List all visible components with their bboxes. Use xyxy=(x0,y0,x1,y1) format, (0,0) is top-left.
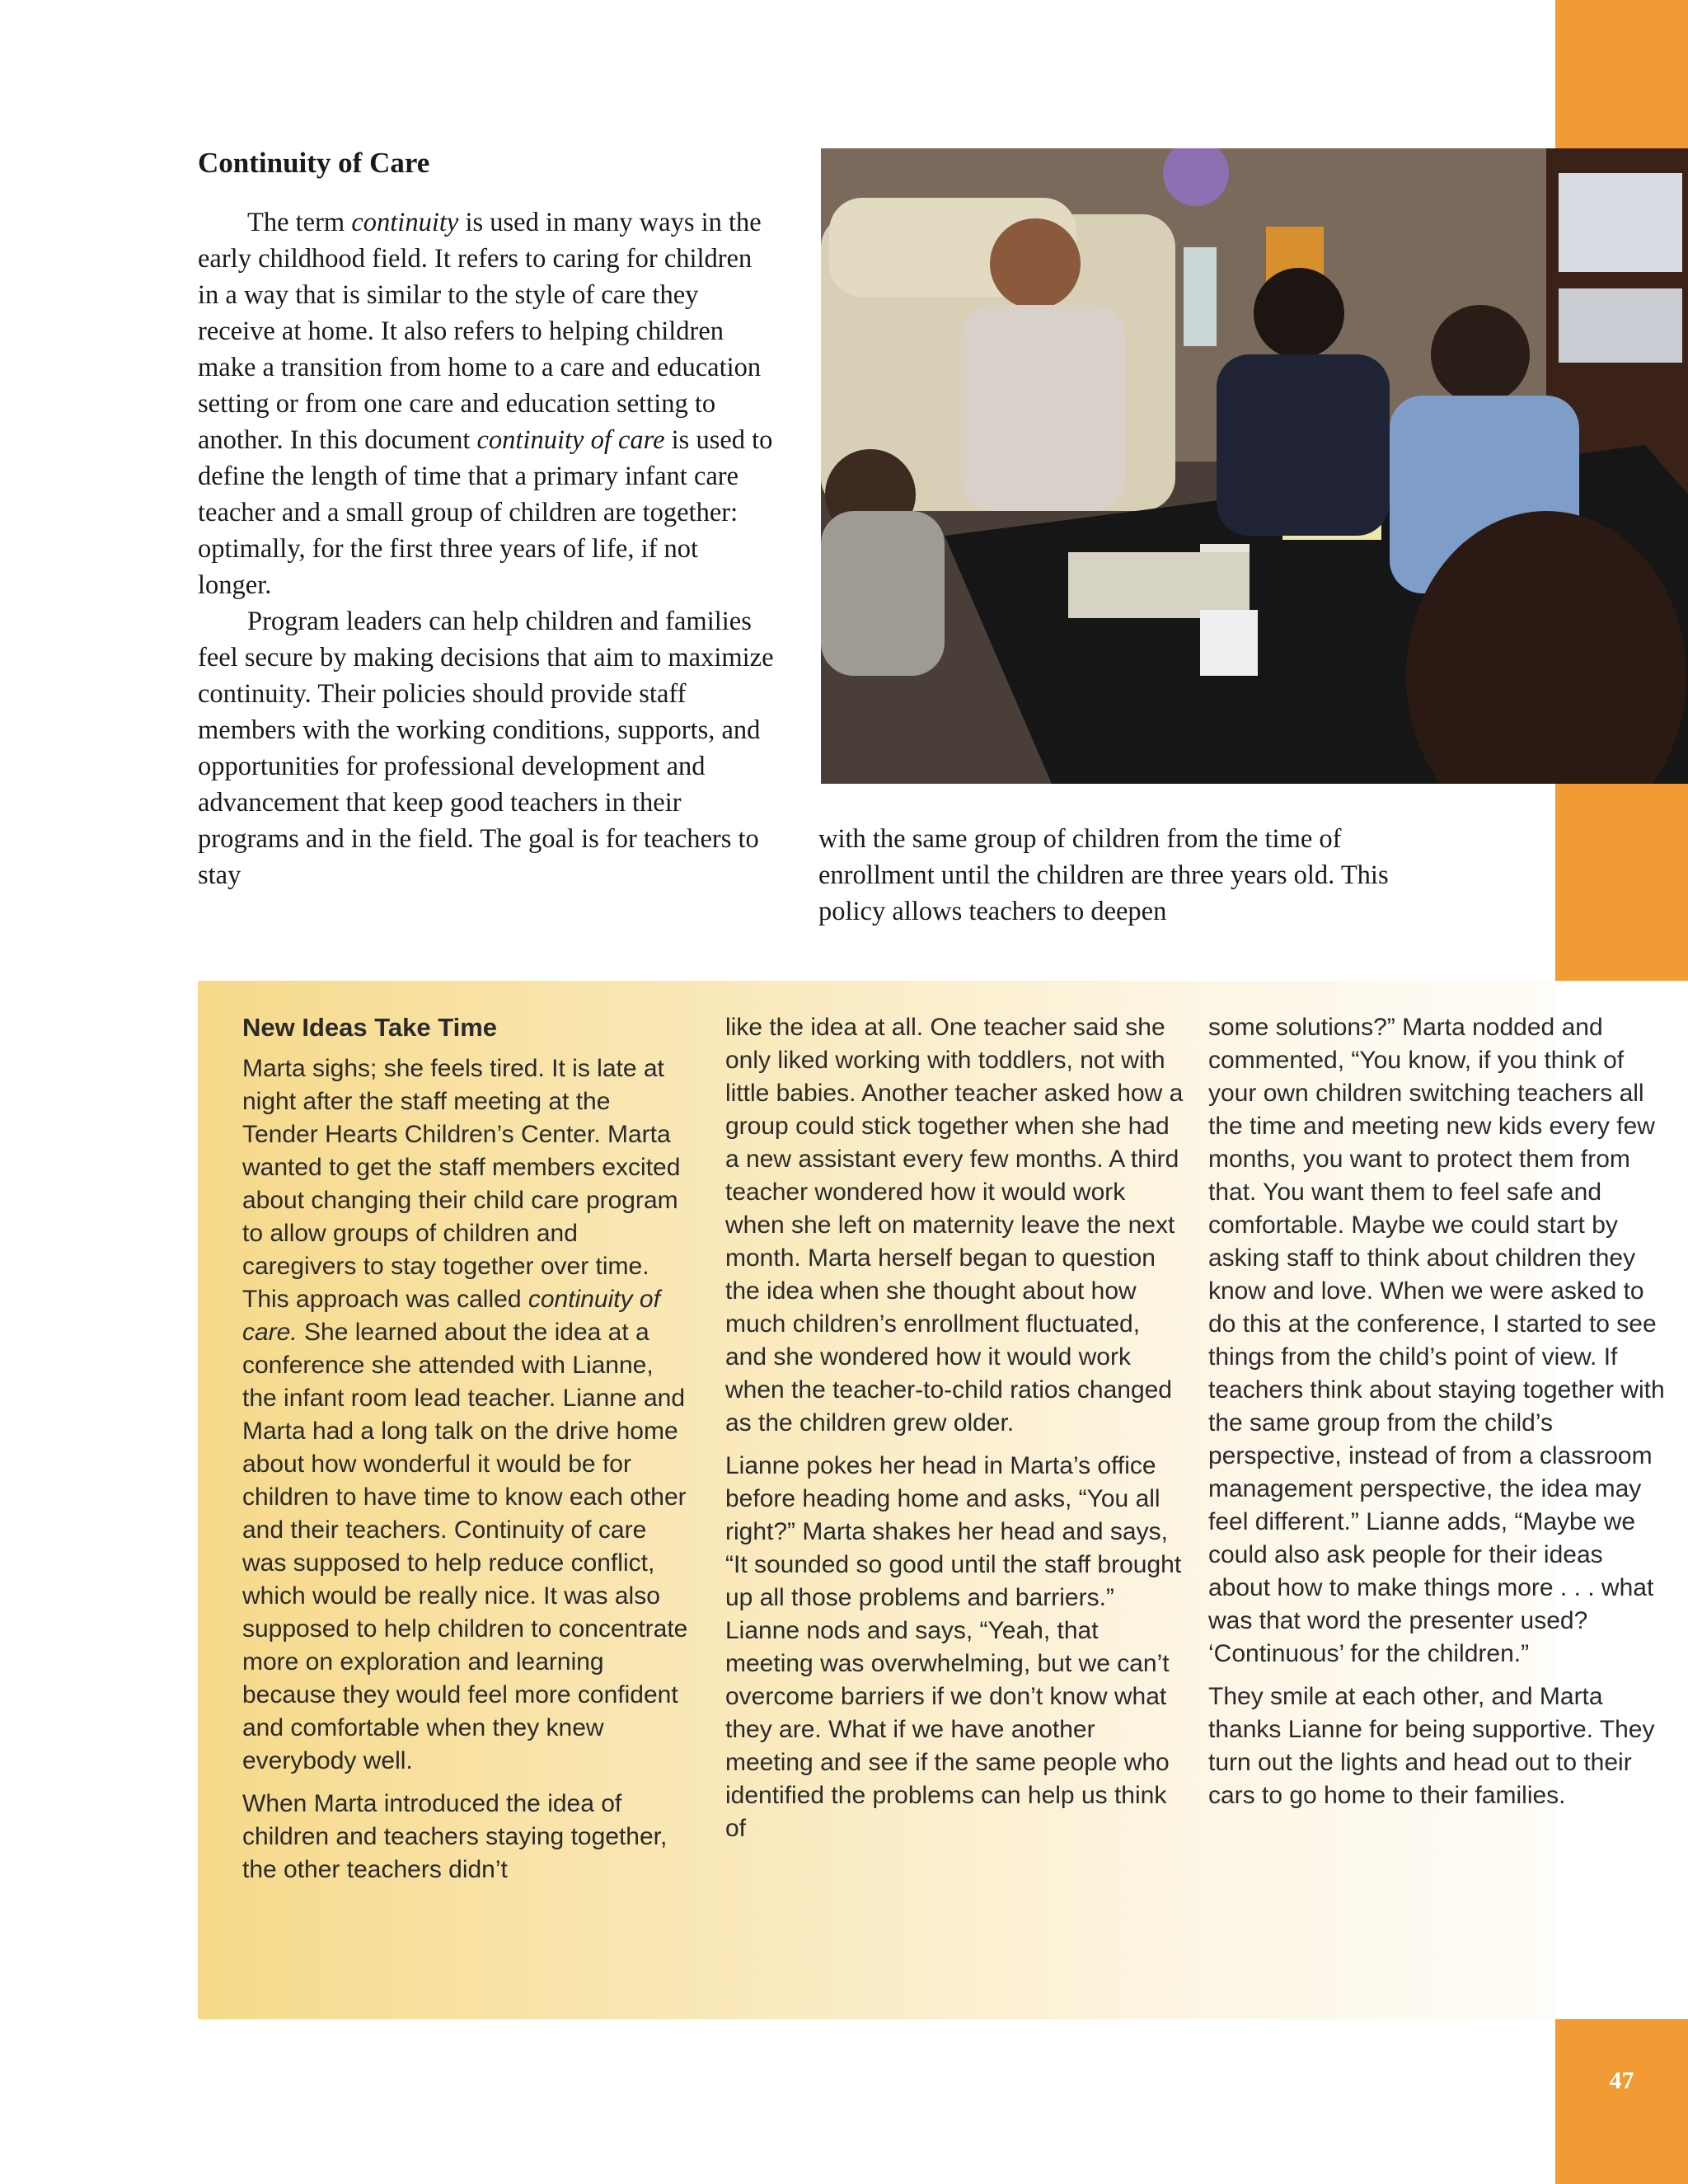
orange-tab-bottom xyxy=(1555,2019,1688,2184)
sidebar-paragraph: like the idea at all. One teacher said she only liked working with toddlers, not with little babies. Another teacher asked how a group could stick together when she had a new assistant every few months. A third teacher wondered how it would work when she left on maternity leave the next month. Marta herself began to question the idea when she thought about how much children’s enrollment fluctuated, and she wondered how it would work when the teacher-to-child ratios changed as the children grew older. xyxy=(725,1014,1184,1436)
intro-paragraph-2: Program leaders can help children and families feel secure by making decisions that aim to maximize continuity. Their policies should provide staff members with the working conditions, supports, and opportunities for professional development and advancement that keep good teachers in their programs and in the field. The goal is for teachers to stay xyxy=(198,607,774,890)
story-sidebar xyxy=(198,981,1665,2019)
sidebar-column-1 xyxy=(242,1011,692,1896)
sidebar-paragraph: Lianne pokes her head in Marta’s office before heading home and asks, “You all right?” Marta shakes her head and says, “It sounded so good until the staff brought up all those problems and barriers.” Lianne nods and says, “Yeah, that meeting was overwhelming, but we can’t overcome barriers if we don’t know what they are. What if we have another meeting and see if the same people who identified the problems can help us think of xyxy=(725,1452,1182,1842)
term-continuity: continuity xyxy=(351,208,459,237)
sidebar-paragraph: some solutions?” Marta nodded and commented, “You know, if you think of your own children switching teachers all the time and meeting new kids every few months, you want to protect them from that. You want them to feel safe and comfortable. Maybe we could start by asking staff to think about children they know and love. When we were asked to do this at the conference, I started to see things from the child’s point of view. If teachers think about staying together with the same group from the child’s perspective, instead of from a classroom management perspective, the idea may feel different.” Lianne adds, “Maybe we could also ask people for their ideas about how to make things more . . . what was that word the presenter used? ‘Continuous’ for the children.” xyxy=(1208,1014,1665,1667)
intro-column xyxy=(198,204,775,893)
sidebar-column-3 xyxy=(1208,1011,1670,1822)
page-number: 47 xyxy=(1609,2067,1634,2094)
sidebar-paragraph: Marta sighs; she feels tired. It is late at night after the staff meeting at the Tender Hearts Children’s Center. Marta wanted to get the staff members excited about changing their child care program to allow groups of children and caregivers to stay together over time. This approach was called continuity of care. She learned about the idea at a conference she attended with Lianne, the infant room lead teacher. Lianne and Marta had a long talk on the drive home about how wonderful it would be for children to have time to know each other and their teachers. Continuity of care was supposed to help reduce conflict, which would be really nice. It was also supposed to help children to concentrate more on exploration and learning because they would feel more confident and comfortable when they knew everybody well. xyxy=(242,1055,688,1774)
meeting-photo-illustration xyxy=(821,148,1688,784)
term-continuity-of-care-sidebar: continuity of care. xyxy=(242,1286,660,1346)
intro-paragraph-1: The term continuity is used in many ways in the early childhood field. It refers to caring for children in a way that is similar to the style of care they receive at home. It also refers to helping children make a transition from home to a care and education setting or from one care and education setting to another. In this document continuity of care is used to define the length of time that a primary infant care teacher and a small group of children are together: optimally, for the first three years of life, if not longer. xyxy=(198,208,773,600)
intro-paragraph-2-continued: with the same group of children from the time of enrollment until the children are three years old. This policy allows teachers to deepen xyxy=(818,824,1389,926)
sidebar-title: New Ideas Take Time xyxy=(242,1013,498,1042)
sidebar-paragraph: They smile at each other, and Marta thanks Lianne for being supportive. They turn out the lights and head out to their cars to go home to their families. xyxy=(1208,1683,1655,1809)
sidebar-column-2 xyxy=(725,1011,1187,1855)
intro-continued-column xyxy=(818,821,1412,930)
meeting-photo xyxy=(821,148,1688,784)
section-title: Continuity of Care xyxy=(198,147,430,179)
sidebar-paragraph: When Marta introduced the idea of children and teachers staying together, the other teachers didn’t xyxy=(242,1790,668,1883)
term-continuity-of-care: continuity of care xyxy=(476,425,665,455)
